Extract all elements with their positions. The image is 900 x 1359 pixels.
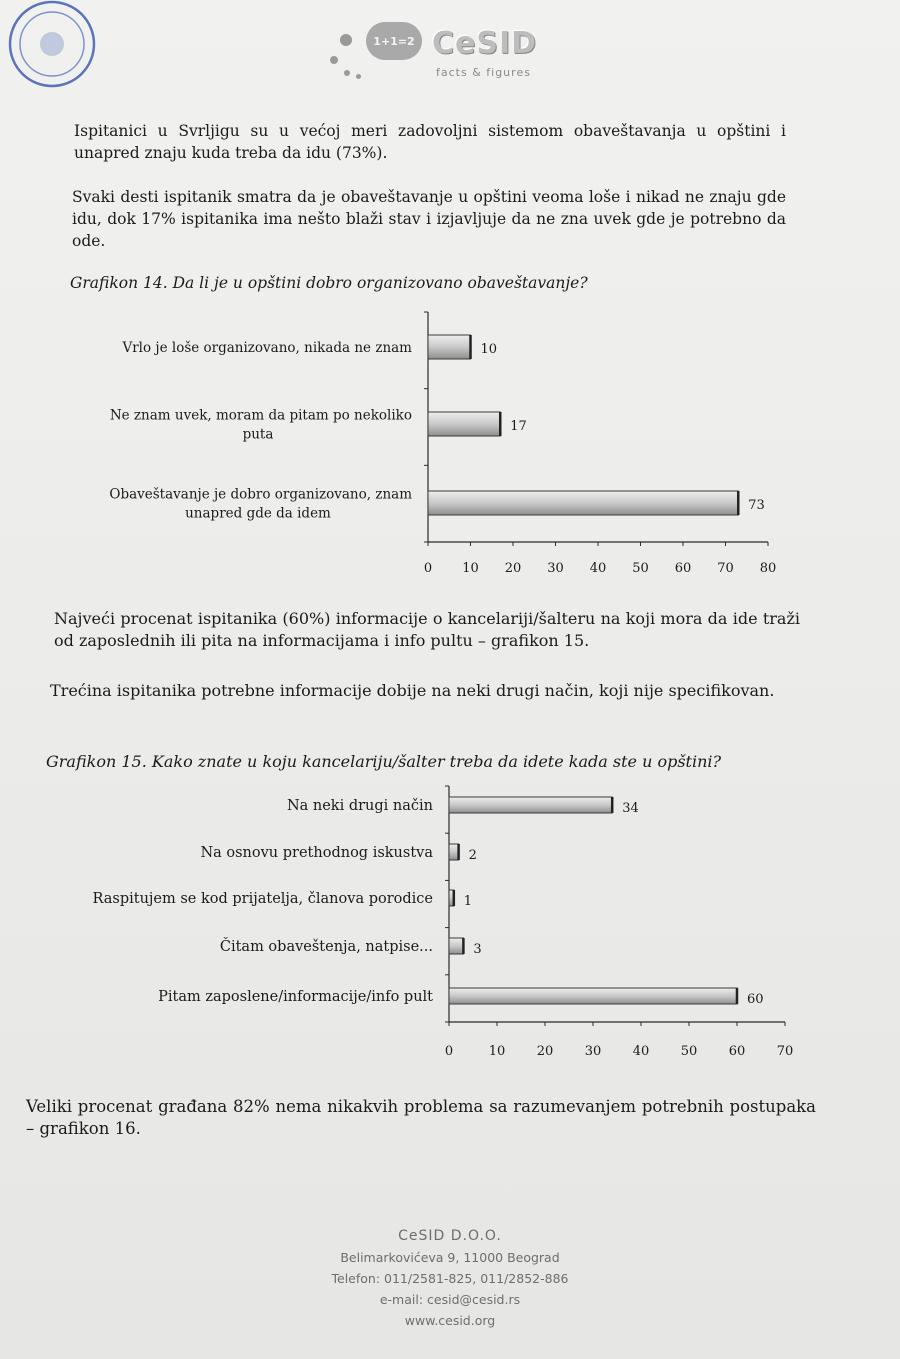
footer-email: e-mail: cesid@cesid.rs — [379, 1292, 521, 1307]
bar — [449, 844, 459, 860]
x-tick-label: 40 — [589, 561, 607, 576]
x-tick-label: 10 — [488, 1044, 506, 1059]
logo-wordmark: CeSID — [432, 26, 538, 61]
category-label: Raspitujem se kod prijatelja, članova porodice — [92, 891, 433, 907]
paragraph-4: Trećina ispitanika potrebne informacije dobije na neki drugi način, koji nije specifikovan. — [50, 681, 775, 700]
data-label: 2 — [468, 848, 477, 863]
chart-14-caption: Grafikon 14. Da li je u opštini dobro organizovano obaveštavanje? — [70, 274, 588, 292]
x-tick-label: 20 — [536, 1044, 554, 1059]
x-tick-label: 40 — [632, 1044, 650, 1059]
footer-website: www.cesid.org — [404, 1313, 496, 1328]
category-label: puta — [242, 426, 274, 443]
x-tick-label: 0 — [444, 1044, 454, 1059]
category-label: Pitam zaposlene/informacije/info pult — [158, 989, 433, 1005]
x-tick-label: 60 — [728, 1044, 746, 1059]
x-tick-label: 0 — [423, 561, 433, 576]
data-label: 34 — [622, 801, 639, 816]
paragraph-1: Ispitanici u Svrljigu su u većoj meri zadovoljni sistemom obaveštavanja u opštini i unapred znaju kuda treba da idu (73%). — [74, 122, 786, 162]
category-label: Ne znam uvek, moram da pitam po nekoliko — [109, 407, 412, 424]
data-label: 60 — [747, 992, 764, 1007]
logo-tagline: facts & figures — [436, 66, 531, 79]
category-label: Čitam obaveštenja, natpise... — [219, 939, 433, 955]
category-label: Obaveštavanje je dobro organizovano, znam — [109, 486, 412, 503]
data-label: 3 — [473, 942, 482, 957]
data-label: 10 — [480, 342, 498, 357]
x-tick-label: 70 — [776, 1044, 794, 1059]
x-tick-label: 50 — [632, 561, 649, 576]
paragraph-5: Veliki procenat građana 82% nema nikakvih problema sa razumevanjem potrebnih postupaka – grafikon 16. — [26, 1097, 816, 1138]
x-tick-label: 70 — [717, 561, 734, 576]
category-label: Na neki drugi način — [286, 798, 433, 814]
data-label: 1 — [463, 894, 473, 909]
x-tick-label: 10 — [462, 561, 479, 576]
x-tick-label: 50 — [680, 1044, 698, 1059]
category-label: unapred gde da idem — [185, 505, 331, 522]
footer-address: Belimarkovićeva 9, 11000 Beograd — [340, 1250, 560, 1265]
footer — [250, 1226, 650, 1331]
chart-15-caption: Grafikon 15. Kako znate u koju kancelariju/šalter treba da idete kada ste u opštini? — [46, 752, 722, 771]
x-tick-label: 60 — [674, 561, 692, 576]
category-label: Vrlo je loše organizovano, nikada ne znam — [122, 340, 412, 356]
paragraph-2: Svaki desti ispitanik smatra da je obaveštavanje u opštini veoma loše i nikad ne znaju gde idu, dok 17% ispitanika ima nešto blaži stav i izjavljuje da ne zna uvek gde je potrebno da ode. — [72, 188, 786, 250]
footer-company: CeSID D.O.O. — [398, 1228, 502, 1244]
x-tick-label: 30 — [547, 561, 564, 576]
x-tick-label: 30 — [584, 1044, 602, 1059]
data-label: 73 — [748, 498, 765, 513]
footer-phone: Telefon: 011/2581-825, 011/2852-886 — [331, 1271, 569, 1286]
bar — [449, 797, 612, 813]
x-tick-label: 20 — [504, 561, 522, 576]
bar — [449, 938, 463, 954]
bar — [449, 988, 737, 1004]
category-label: Na osnovu prethodnog iskustva — [200, 845, 433, 861]
logo-mark: 1+1=2 — [366, 22, 422, 60]
data-label: 17 — [510, 419, 527, 434]
x-tick-label: 80 — [759, 561, 777, 576]
paragraph-3: Najveći procenat ispitanika (60%) informacije o kancelariji/šalteru na koji mora da ide traži od zaposlednih ili pita na informacijama i info pultu – grafikon 15. — [54, 609, 800, 650]
